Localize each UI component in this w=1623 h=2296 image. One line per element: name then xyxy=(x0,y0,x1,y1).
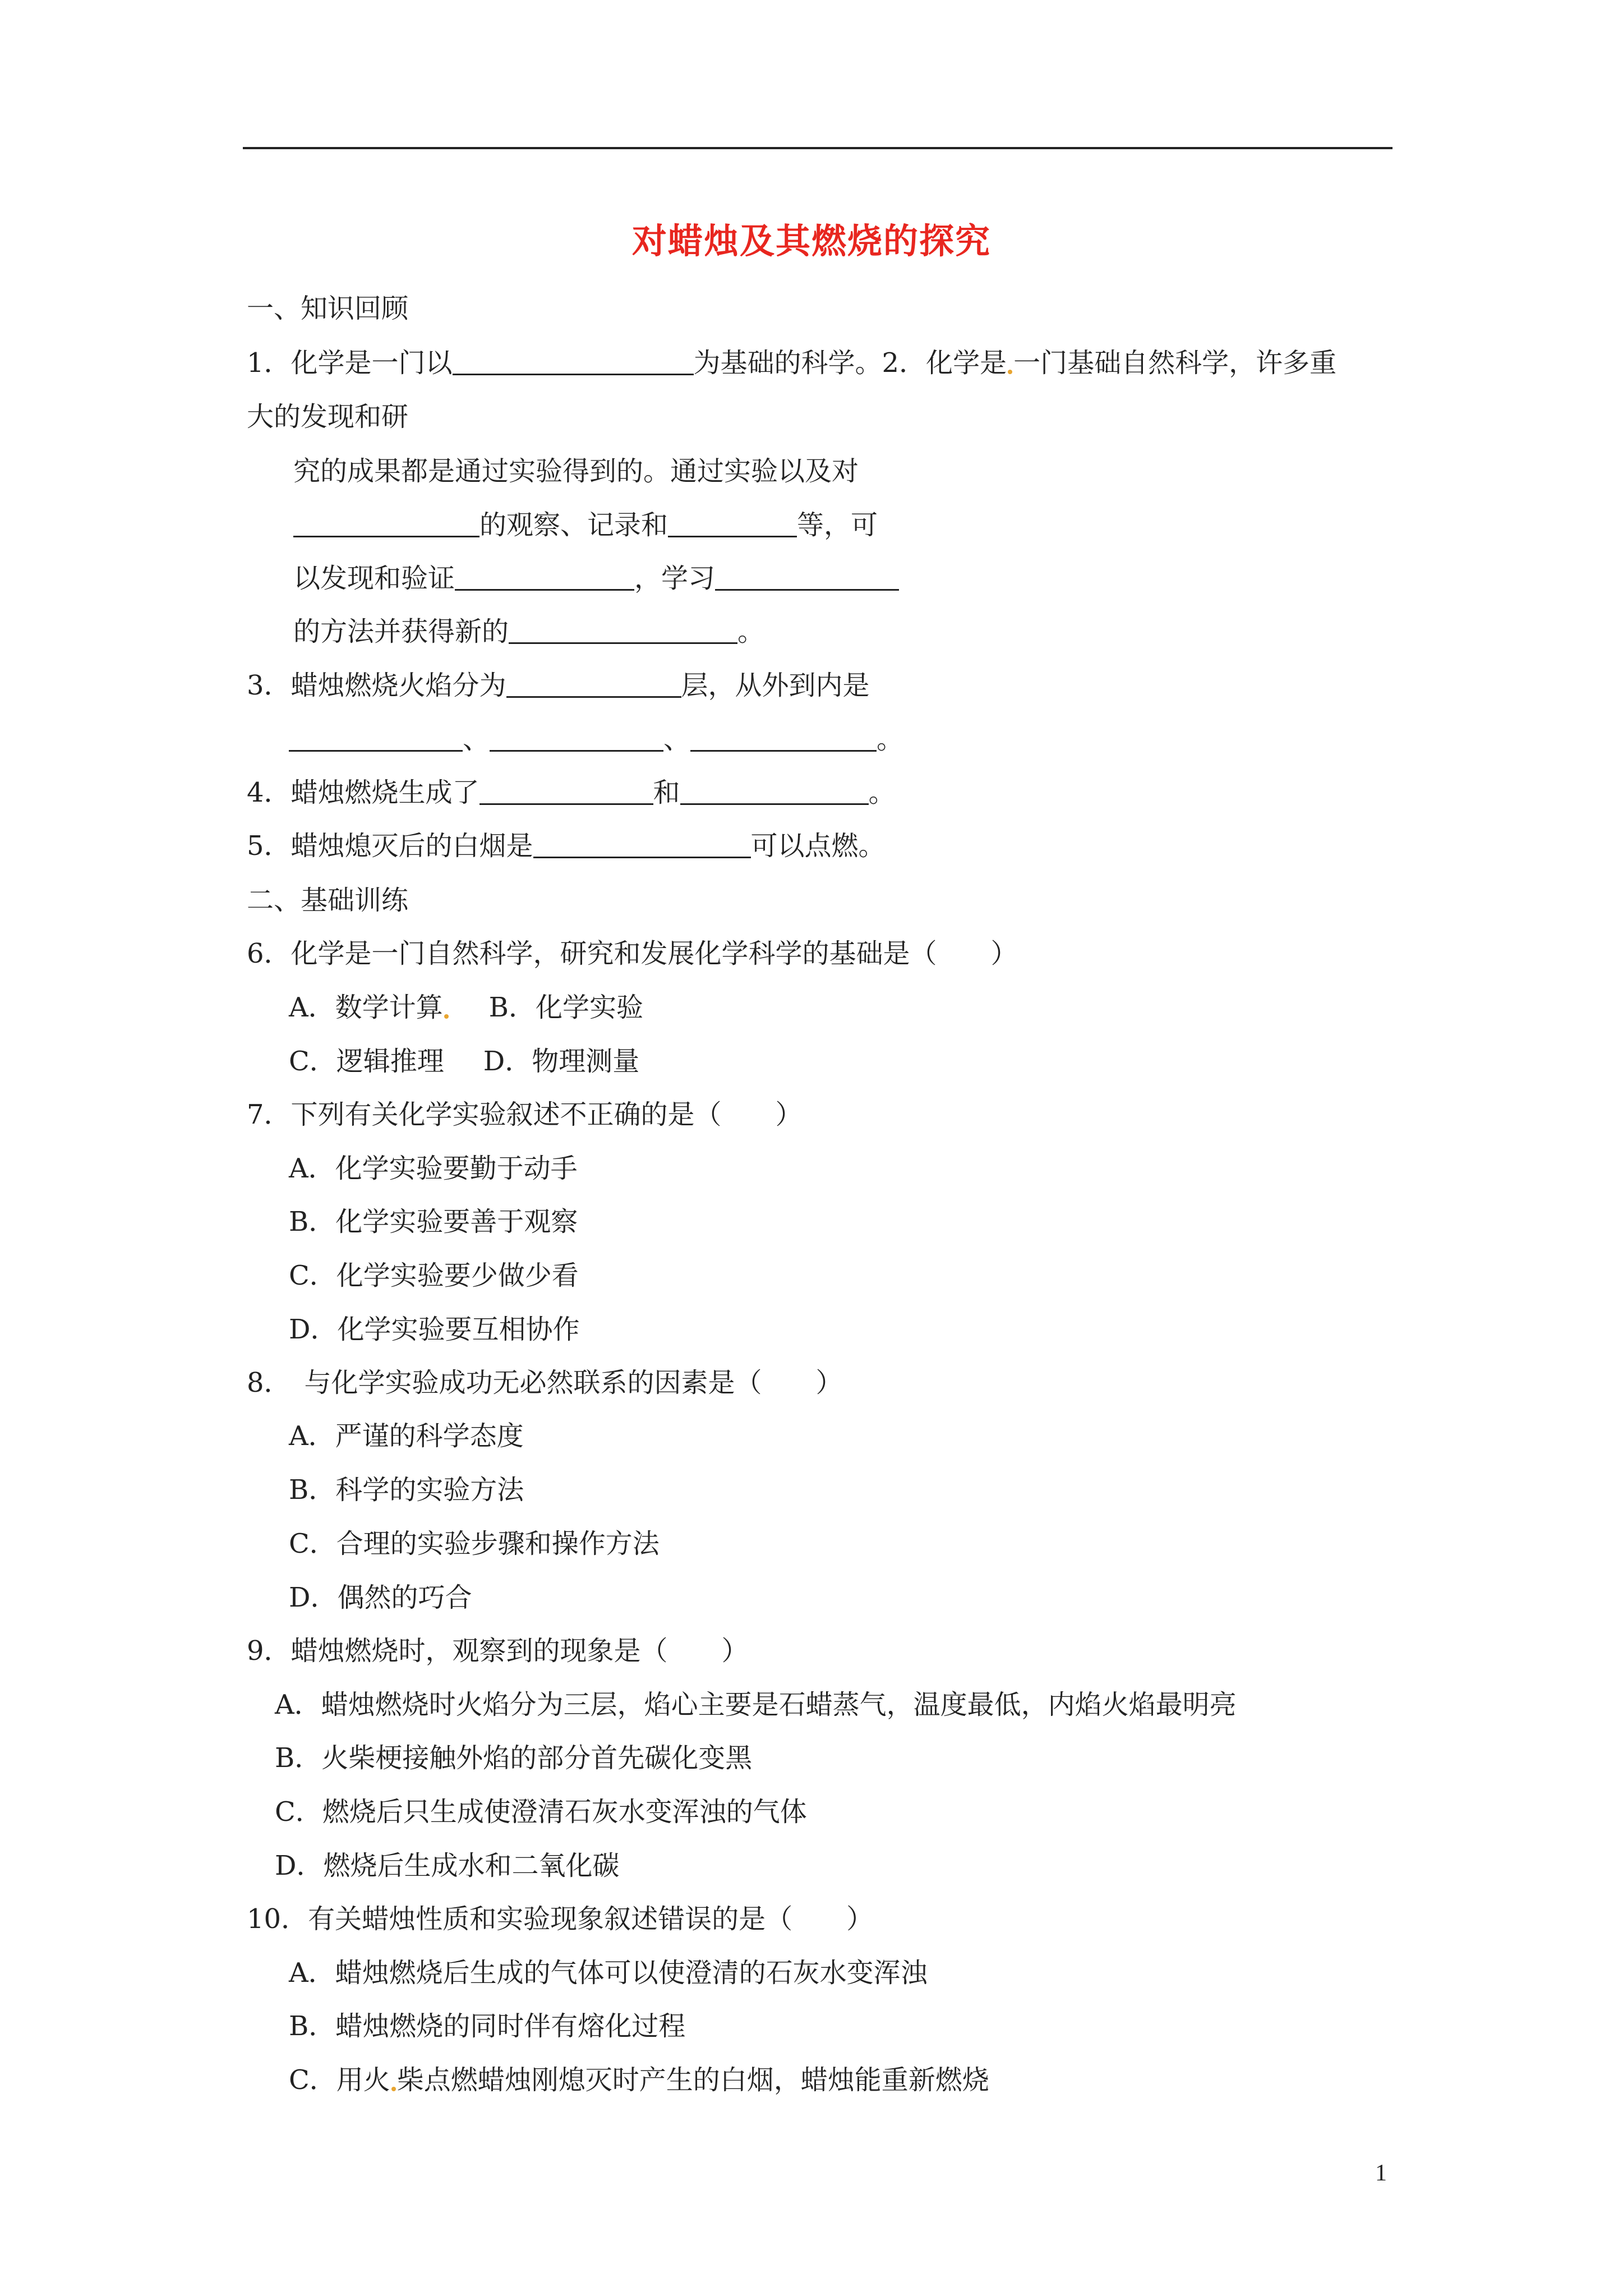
q9-option-c[interactable]: C．燃烧后只生成使澄清石灰水变浑浊的气体 xyxy=(275,1796,807,1828)
q7-option-b[interactable]: B．化学实验要善于观察 xyxy=(289,1206,578,1237)
q9-option-d[interactable]: D．燃烧后生成水和二氧化碳 xyxy=(275,1850,620,1881)
question-1-line-3: 究的成果都是通过实验得到的。通过实验以及对 xyxy=(293,455,859,487)
q3-end: 。 xyxy=(877,724,904,755)
q9-stem: 9．蜡烛燃烧时，观察到的现象是（ ） xyxy=(247,1635,749,1667)
q1-blank-6[interactable] xyxy=(509,618,737,644)
q6-option-d[interactable]: D．物理测量 xyxy=(483,1046,640,1077)
question-1-line-2: 大的发现和研 xyxy=(247,401,409,432)
q10-stem: 10．有关蜡烛性质和实验现象叙述错误的是（ ） xyxy=(247,1903,874,1935)
q3-blank-2[interactable] xyxy=(289,725,463,752)
q6-options-row-1 xyxy=(289,991,643,1024)
q4-blank-2[interactable] xyxy=(680,779,869,805)
q4-text-c: 。 xyxy=(868,777,896,808)
q8-option-c[interactable]: C．合理的实验步骤和操作方法 xyxy=(289,1528,660,1559)
question-1-line-4 xyxy=(293,508,878,542)
q10-option-c[interactable] xyxy=(289,2063,989,2097)
q3-blank-4[interactable] xyxy=(690,725,877,752)
mark-dot xyxy=(1008,370,1012,374)
q7-option-c[interactable]: C．化学实验要少做少看 xyxy=(289,1260,579,1291)
q3-text-a: 3．蜡烛燃烧火焰分为 xyxy=(247,670,506,701)
q8-stem: 8． 与化学实验成功无必然联系的因素是（ ） xyxy=(247,1367,843,1398)
q5-blank-1[interactable] xyxy=(533,832,751,858)
q6-option-b[interactable]: B．化学实验 xyxy=(488,992,643,1023)
q1-text-c: 一门基础自然科学，许多重 xyxy=(1013,347,1337,379)
mark-dot xyxy=(444,1014,449,1019)
q3-blank-1[interactable] xyxy=(506,671,681,698)
q6-options-row-2 xyxy=(289,1045,639,1078)
page-number: 1 xyxy=(1375,2160,1387,2186)
mark-dot xyxy=(391,2087,396,2091)
q4-text-b: 和 xyxy=(653,777,680,808)
q9-option-b[interactable]: B．火柴梗接触外焰的部分首先碳化变黑 xyxy=(275,1742,753,1774)
q4-text-a: 4．蜡烛燃烧生成了 xyxy=(247,777,479,808)
q6-option-a[interactable]: A．数学计算 xyxy=(289,992,443,1023)
q6-option-c[interactable]: C．逻辑推理 xyxy=(289,1046,444,1077)
q7-option-d[interactable]: D．化学实验要互相协作 xyxy=(289,1314,580,1345)
q7-stem: 7．下列有关化学实验叙述不正确的是（ ） xyxy=(247,1099,803,1130)
q4-blank-1[interactable] xyxy=(479,779,653,805)
q6-stem: 6．化学是一门自然科学，研究和发展化学科学的基础是（ ） xyxy=(247,938,1018,969)
q10-option-a[interactable]: A．蜡烛燃烧后生成的气体可以使澄清的石灰水变浑浊 xyxy=(289,1957,928,1989)
q1-text-b: 为基础的科学。2．化学是 xyxy=(693,347,1007,379)
q1-line6-a: 的方法并获得新的 xyxy=(293,616,509,647)
q9-option-a[interactable]: A．蜡烛燃烧时火焰分为三层，焰心主要是石蜡蒸气，温度最低，内焰火焰最明亮 xyxy=(275,1689,1237,1720)
question-1 xyxy=(247,346,1336,380)
question-5 xyxy=(247,829,886,863)
q8-option-d[interactable]: D．偶然的巧合 xyxy=(289,1582,472,1613)
q10-option-b[interactable]: B．蜡烛燃烧的同时伴有熔化过程 xyxy=(289,2010,686,2042)
q5-text-a: 5．蜡烛熄灭后的白烟是 xyxy=(247,830,533,862)
q1-blank-3[interactable] xyxy=(668,511,797,537)
q1-blank-2[interactable] xyxy=(293,511,479,537)
q1-blank-1[interactable] xyxy=(453,349,694,375)
q3-text-b: 层，从外到内是 xyxy=(681,670,870,701)
q3-sep-2: 、 xyxy=(663,724,691,755)
q1-blank-5[interactable] xyxy=(715,564,899,591)
q1-line6-b: 。 xyxy=(737,616,765,647)
question-3-line-2 xyxy=(289,723,903,756)
question-1-line-6 xyxy=(293,615,764,648)
section-heading-training: 二、基础训练 xyxy=(247,885,409,916)
q10-option-c-post: 柴点燃蜡烛刚熄灭时产生的白烟，蜡烛能重新燃烧 xyxy=(396,2064,989,2096)
question-1-line-5 xyxy=(293,562,899,595)
q3-blank-3[interactable] xyxy=(490,725,663,752)
q8-option-b[interactable]: B．科学的实验方法 xyxy=(289,1474,524,1506)
q1-blank-4[interactable] xyxy=(455,564,634,591)
q3-sep-1: 、 xyxy=(463,724,490,755)
q1-text-a: 1．化学是一门以 xyxy=(247,347,453,379)
q7-option-a[interactable]: A．化学实验要勤于动手 xyxy=(289,1153,578,1184)
q10-option-c-pre: C．用火 xyxy=(289,2064,390,2096)
q1-line4-b: 等，可 xyxy=(797,509,878,541)
q5-text-b: 可以点燃。 xyxy=(750,830,886,862)
section-heading-review: 一、知识回顾 xyxy=(247,293,409,324)
question-3 xyxy=(247,669,870,702)
q8-option-a[interactable]: A．严谨的科学态度 xyxy=(289,1420,524,1452)
q1-line4-a: 的观察、记录和 xyxy=(479,509,668,541)
q1-line5-b: ，学习 xyxy=(634,563,716,594)
header-rule xyxy=(243,147,1393,149)
q1-line5-a: 以发现和验证 xyxy=(293,563,455,594)
page-title: 对蜡烛及其燃烧的探究 xyxy=(631,220,991,261)
question-4 xyxy=(247,776,896,809)
